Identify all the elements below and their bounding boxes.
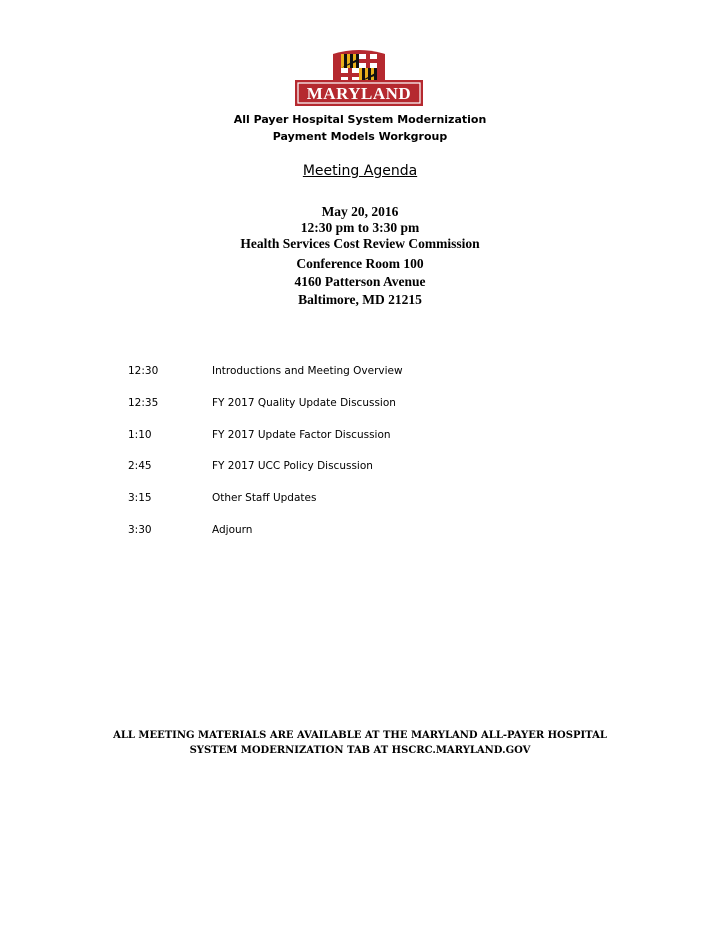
footer-line-2: SYSTEM MODERNIZATION TAB AT HSCRC.MARYLAND.GOV xyxy=(189,745,531,756)
agenda-row xyxy=(128,397,628,413)
agenda-time: 12:35 xyxy=(128,397,159,409)
agenda-item: Introductions and Meeting Overview xyxy=(212,365,403,377)
header-line-1: All Payer Hospital System Modernization xyxy=(233,113,487,126)
agenda-time: 12:30 xyxy=(128,365,159,377)
meeting-street: 4160 Patterson Avenue xyxy=(294,274,426,289)
agenda-item: Other Staff Updates xyxy=(212,492,317,504)
meeting-date: May 20, 2016 xyxy=(321,204,399,219)
header-line-2: Payment Models Workgroup xyxy=(272,130,448,143)
agenda-time: 1:10 xyxy=(128,429,152,441)
agenda-time: 3:30 xyxy=(128,524,152,536)
agenda-item: FY 2017 Quality Update Discussion xyxy=(212,397,396,409)
agenda-time: 3:15 xyxy=(128,492,152,504)
meeting-time: 12:30 pm to 3:30 pm xyxy=(300,220,420,235)
meeting-room: Conference Room 100 xyxy=(296,256,424,271)
agenda-row xyxy=(128,524,628,540)
agenda-row xyxy=(128,365,628,381)
agenda-time: 2:45 xyxy=(128,460,152,472)
agenda-row xyxy=(128,429,628,445)
agenda-row xyxy=(128,460,628,476)
footer-line-1: ALL MEETING MATERIALS ARE AVAILABLE AT THE MARYLAND ALL-PAYER HOSPITAL xyxy=(113,730,607,741)
meeting-organization: Health Services Cost Review Commission xyxy=(240,236,480,251)
maryland-logo-icon xyxy=(293,48,425,108)
page-title-text: Meeting Agenda xyxy=(302,163,418,179)
agenda-item: Adjourn xyxy=(212,524,253,536)
agenda-item: FY 2017 Update Factor Discussion xyxy=(212,429,391,441)
page-title xyxy=(0,163,720,179)
meeting-city: Baltimore, MD 21215 xyxy=(298,292,422,307)
footer-note xyxy=(0,728,720,758)
agenda-row xyxy=(128,492,628,508)
logo-wordmark: MARYLAND xyxy=(306,84,412,103)
agenda-item: FY 2017 UCC Policy Discussion xyxy=(212,460,373,472)
